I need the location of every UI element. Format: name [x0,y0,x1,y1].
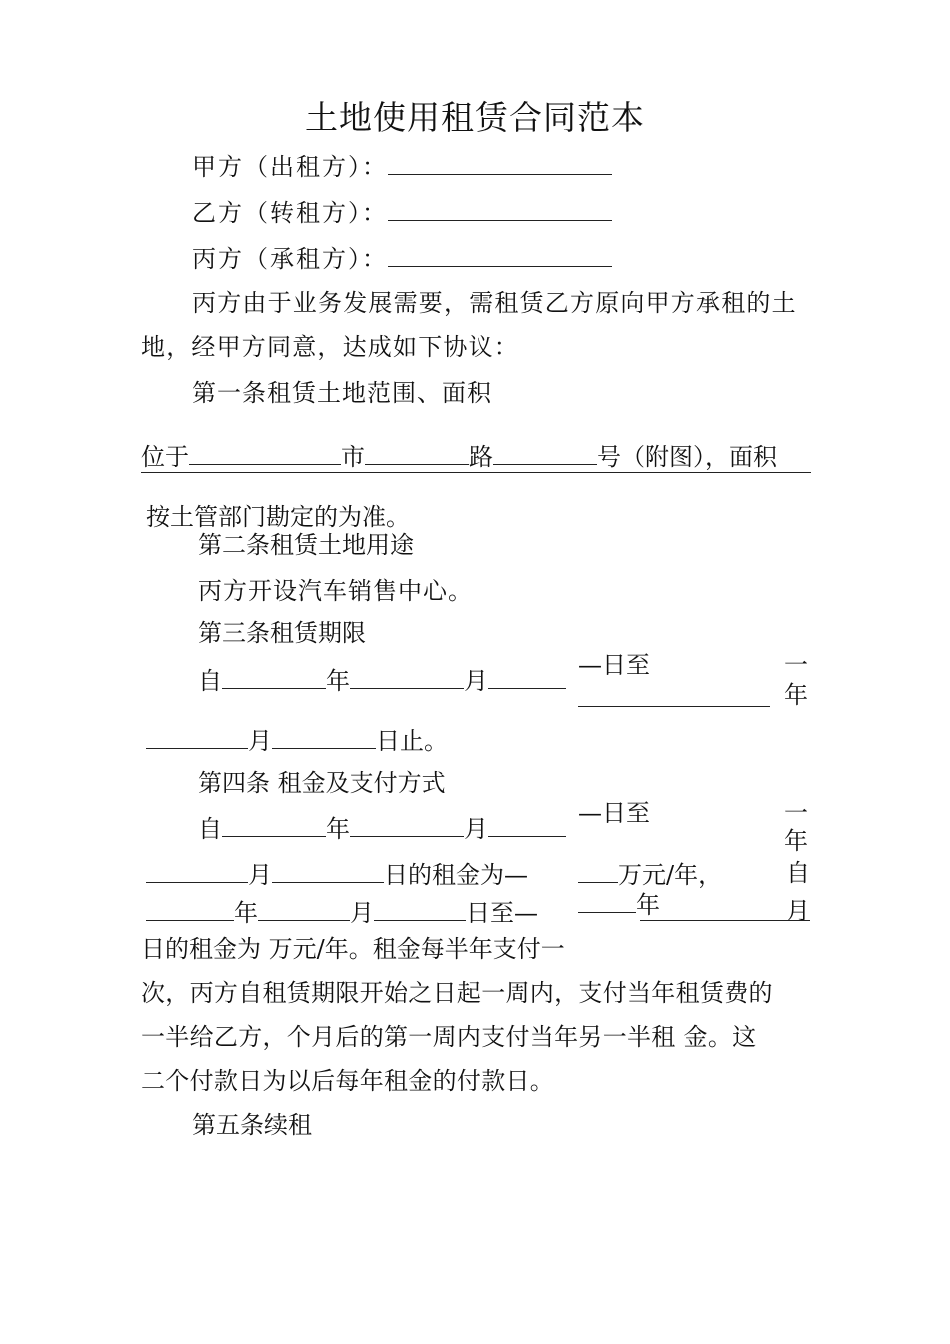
article-2-heading: 第二条租赁土地用途 [198,531,414,559]
rent-end-month-blank[interactable] [146,858,248,883]
article-3-right-year: 年 [784,681,808,709]
rent-unit-label: 万元/年， [618,861,723,889]
article-4-line-2-right: 自 [786,859,810,887]
month-label: 月 [464,815,488,843]
article-1-heading: 第一条租赁土地范围、面积 [192,379,492,407]
article-4-right-dash: 一 [784,799,808,827]
article-1-location-line [141,440,777,472]
rent-amount-blank[interactable] [578,858,618,883]
article-4-right-cut [784,827,808,855]
article-4-line-3-right: 月 [786,897,810,925]
article-3-from-line [198,664,566,696]
number-blank[interactable] [493,440,597,465]
start-month-blank[interactable] [350,664,464,689]
article-4-line-3 [146,896,538,928]
party-b-line [192,196,612,228]
article-4-line-2-mid [578,858,722,890]
party-c-blank[interactable] [388,242,612,267]
end-month-blank[interactable] [146,724,248,749]
location-underline [141,472,811,473]
article-3-heading: 第三条租赁期限 [198,619,366,647]
rent-end-day-blank[interactable] [272,858,384,883]
article-3-day-to: —日至 [578,651,650,679]
party-b-label: 乙方（转租方）： [192,199,388,227]
article-4-para-3: 二个付款日为以后每年租金的付款日。 [141,1067,555,1095]
party-c-label: 丙方（承租方）： [192,245,388,273]
month-label: 月 [350,899,374,927]
article-4-from-line [198,812,566,844]
second-start-year-blank[interactable] [146,896,234,921]
year-label: 年 [636,891,660,919]
month-label: 月 [248,861,272,889]
rent-start-month-blank[interactable] [350,812,464,837]
from-label: 自 [198,815,222,843]
location-prefix: 位于 [141,443,189,471]
second-start-month-blank[interactable] [258,896,350,921]
article-4-para-2: 一半给乙方，个月后的第一周内支付当年另一半租 金。这 [141,1023,757,1051]
rent-label: 日的租金为— [384,861,528,889]
article-3-end-line [146,724,448,756]
article-4-line-2 [146,858,528,890]
cut-year-char: 年 [784,827,808,855]
intro-line-2: 地，经甲方同意，达成如下协议： [141,333,519,361]
party-a-label: 甲方（出租方）： [192,153,388,181]
party-a-line [192,150,612,182]
article-4-para-1: 次，丙方自租赁期限开始之日起一周内，支付当年租赁费的 [141,979,773,1007]
article-4-line-3-mid [578,888,660,920]
article-2-text: 丙方开设汽车销售中心。 [198,577,473,605]
article-5-heading: 第五条续租 [192,1111,312,1139]
rent-start-year-blank[interactable] [222,812,326,837]
day-to-label: 日至— [466,899,538,927]
page-title: 土地使用租赁合同范本 [305,98,645,137]
road-label: 路 [469,443,493,471]
start-year-blank[interactable] [222,664,326,689]
end-month-label: 月 [248,727,272,755]
second-start-day-blank[interactable] [374,896,466,921]
city-label: 市 [341,443,365,471]
article-4-day-to: —日至 [578,799,650,827]
end-day-label: 日止。 [376,727,448,755]
end-year-blank[interactable] [578,682,770,707]
month-label: 月 [464,667,488,695]
start-day-blank[interactable] [488,664,566,689]
from-label: 自 [198,667,222,695]
article-3-right-dash: 一 [784,651,808,679]
road-blank[interactable] [365,440,469,465]
number-area-label: 号（附图），面积 [597,443,777,471]
article-1-note: 按土管部门勘定的为准。 [146,503,410,531]
second-end-year-blank[interactable] [578,888,636,913]
party-b-blank[interactable] [388,196,612,221]
line-3-underline [640,920,810,921]
year-label: 年 [326,815,350,843]
intro-line-1: 丙方由于业务发展需要，需租赁乙方原向甲方承租的土 [192,289,797,317]
year-label: 年 [326,667,350,695]
end-day-blank[interactable] [272,724,376,749]
article-4-heading: 第四条 租金及支付方式 [198,769,446,797]
article-4-line-4: 日的租金为 万元/年。租金每半年支付一 [141,935,565,963]
city-blank[interactable] [189,440,341,465]
rent-start-day-blank[interactable] [488,812,566,837]
party-a-blank[interactable] [388,150,612,175]
party-c-line [192,242,612,274]
year-label: 年 [234,899,258,927]
